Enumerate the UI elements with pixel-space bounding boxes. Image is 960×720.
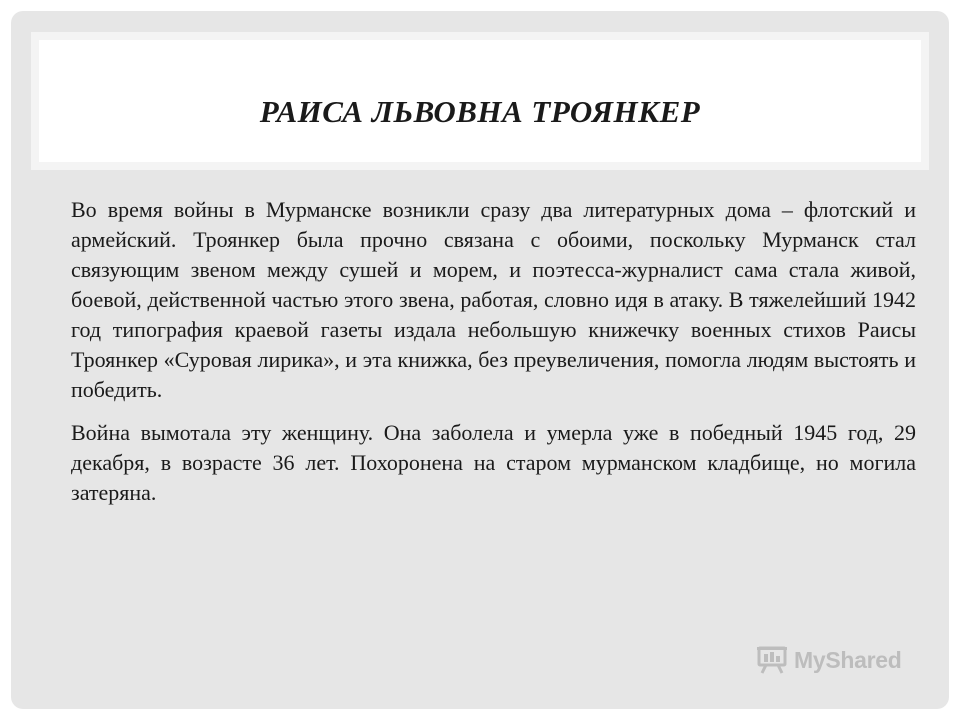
- watermark: [756, 645, 902, 675]
- presentation-board-icon: [756, 646, 788, 674]
- title-box: [31, 32, 929, 170]
- watermark-text: MyShared: [794, 646, 902, 673]
- paragraph-2: Война вымотала эту женщину. Она заболела и умерла уже в победный 1945 год, 29 декабря, в возрасте 36 лет. Похоронена на старом мурманском кладбище, но могила затеряна.: [71, 420, 916, 505]
- slide-title: РАИСА ЛЬВОВНА ТРОЯНКЕР: [259, 94, 701, 129]
- slide-body: [71, 195, 916, 508]
- slide: [11, 11, 949, 709]
- paragraph-1: Во время войны в Мурманске возникли сразу два литературных дома – флотский и армейский. Троянкер была прочно связана с обоими, поскольку Мурманск стал связующим звеном между сушей и морем, и поэтесса-журналист сама стала живой, боевой, действенной частью этого звена, работая, словно идя в атаку. В тяжелейший 1942 год типография краевой газеты издала небольшую книжечку военных стихов Раисы Троянкер «Суровая лирика», и эта книжка, без преувеличения, помогла людям выстоять и победить.: [71, 197, 916, 402]
